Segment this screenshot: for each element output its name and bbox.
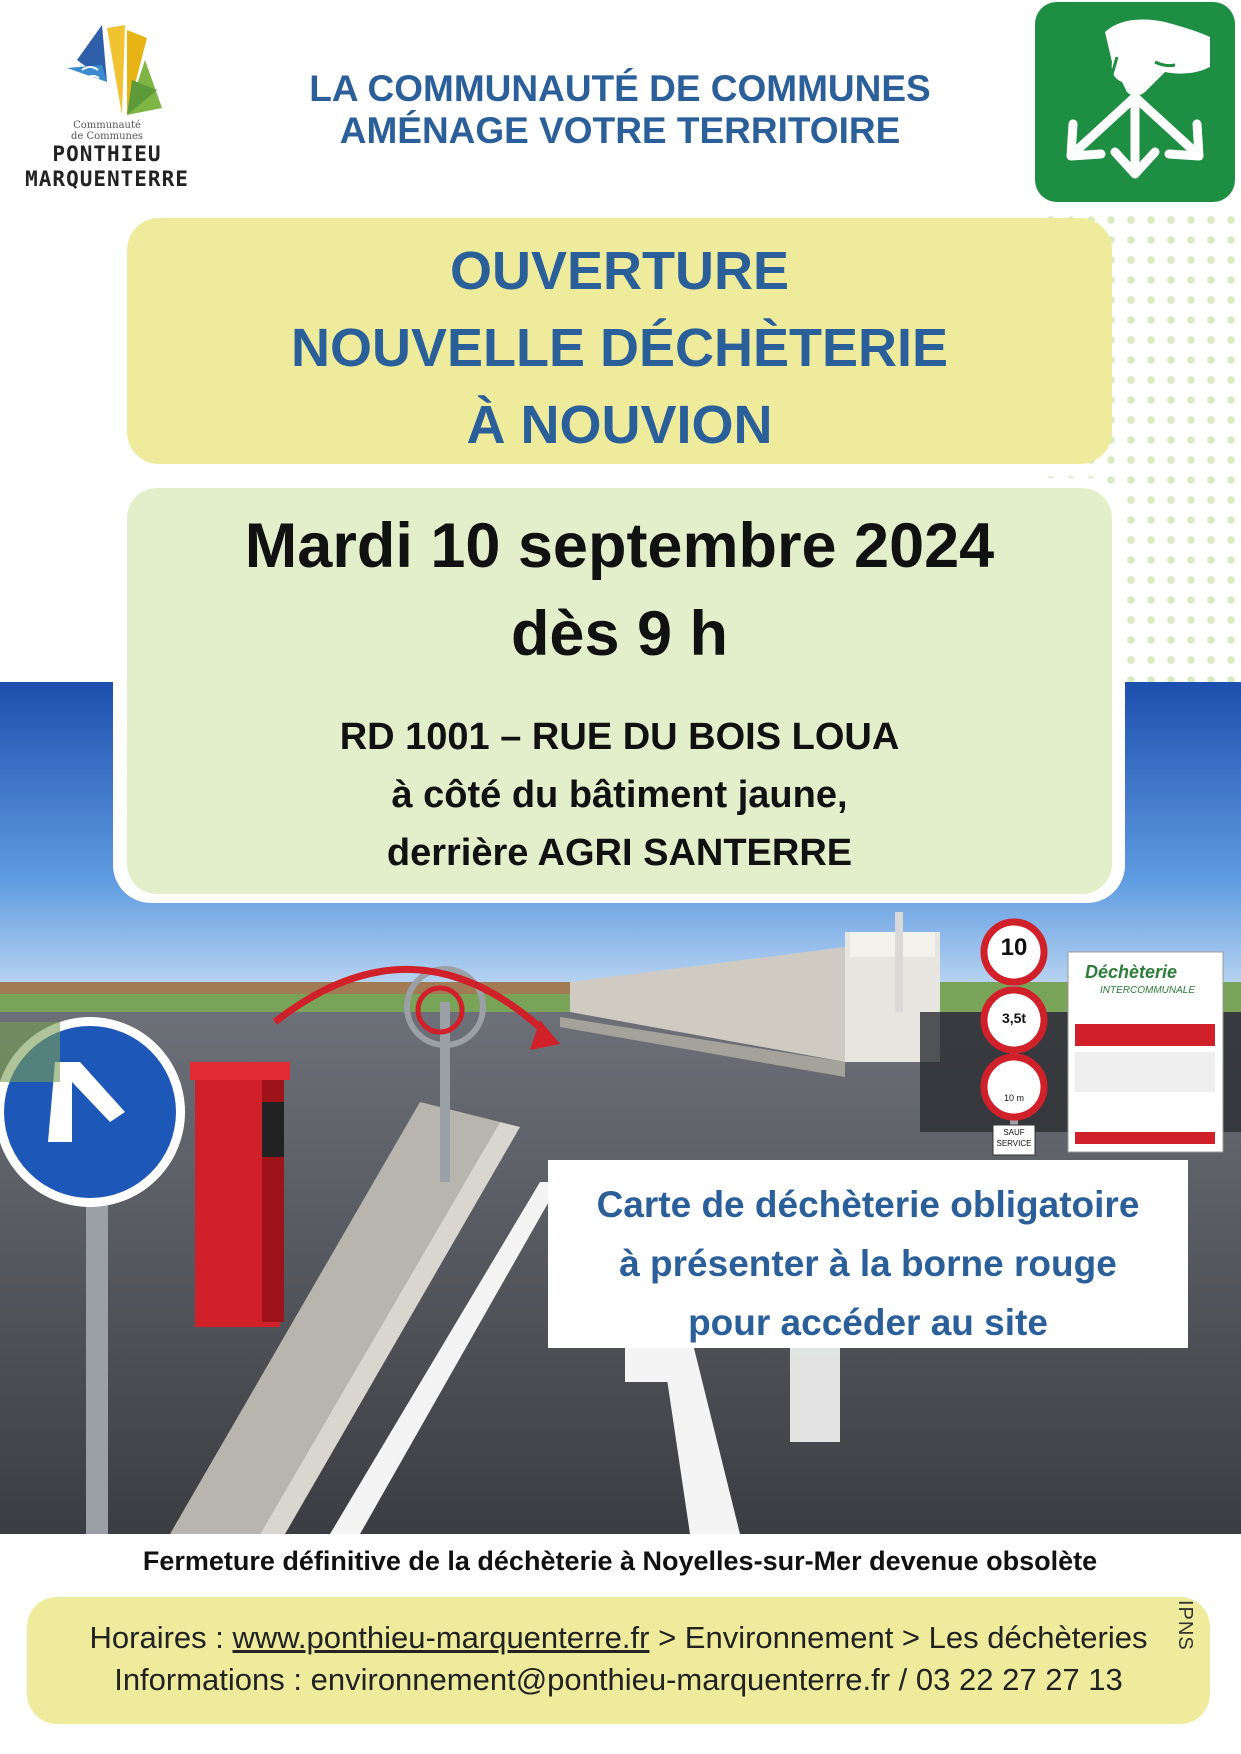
page-header: [230, 68, 1010, 152]
header-line2: AMÉNAGE VOTRE TERRITOIRE: [339, 110, 901, 151]
info-box: [27, 1597, 1210, 1724]
address-line3: derrière AGRI SANTERRE: [386, 832, 853, 874]
title-line1: OUVERTURE: [449, 241, 790, 301]
logo-text-line4: MARQUENTERRE: [25, 167, 189, 191]
contact-line: [27, 1659, 1210, 1701]
logo-text-line3: PONTHIEU: [52, 142, 162, 166]
card-notice-line2: à présenter à la borne rouge: [619, 1243, 1117, 1284]
date-box: [127, 488, 1112, 894]
exception-sign-line2: SERVICE: [996, 1139, 1032, 1148]
title-line3: À NOUVION: [466, 395, 773, 455]
hours-line: [27, 1617, 1210, 1659]
access-card-notice: [548, 1160, 1188, 1348]
date-line: Mardi 10 septembre 2024: [244, 511, 995, 581]
ipns-mark: IPNS: [1174, 1600, 1196, 1651]
weight-limit-sign: 3,5t: [1001, 1010, 1027, 1026]
title-line2: NOUVELLE DÉCHÈTERIE: [290, 318, 949, 378]
card-notice-line1: Carte de déchèterie obligatoire: [596, 1184, 1140, 1225]
panel-title: Déchèterie: [1085, 962, 1178, 982]
address-line2: à côté du bâtiment jaune,: [391, 774, 848, 816]
info-label: Informations :: [114, 1662, 311, 1697]
header-line1: LA COMMUNAUTÉ DE COMMUNES: [309, 68, 931, 109]
card-notice-line3: pour accéder au site: [688, 1302, 1048, 1343]
length-limit-sign: 10 m: [1003, 1093, 1024, 1103]
closing-notice: Fermeture définitive de la déchèterie à Noyelles-sur-Mer devenue obsolète: [142, 1546, 1098, 1576]
panel-subtitle: INTERCOMMUNALE: [1100, 985, 1196, 996]
logo-text-line2: de Communes: [70, 131, 144, 142]
title-box: [127, 218, 1112, 464]
time-line: dès 9 h: [510, 599, 729, 669]
exception-sign-line1: SAUF: [1003, 1128, 1025, 1137]
website-link[interactable]: www.ponthieu-marquenterre.fr: [232, 1620, 650, 1655]
hours-label: Horaires :: [89, 1620, 233, 1655]
hand-arrows-icon: [1035, 2, 1235, 202]
address-line1: RD 1001 – RUE DU BOIS LOUA: [339, 716, 900, 758]
logo-text-line1: Communauté: [73, 120, 141, 131]
speed-limit-sign: 10: [1000, 934, 1028, 961]
logo-emblem-icon: [47, 20, 167, 120]
hours-path: > Environnement > Les déchèteries: [649, 1620, 1148, 1655]
contact-details: environnement@ponthieu-marquenterre.fr / 03 22 27 27 13: [310, 1662, 1123, 1697]
exception-sign: [993, 1127, 1035, 1149]
organization-logo: [22, 20, 192, 205]
